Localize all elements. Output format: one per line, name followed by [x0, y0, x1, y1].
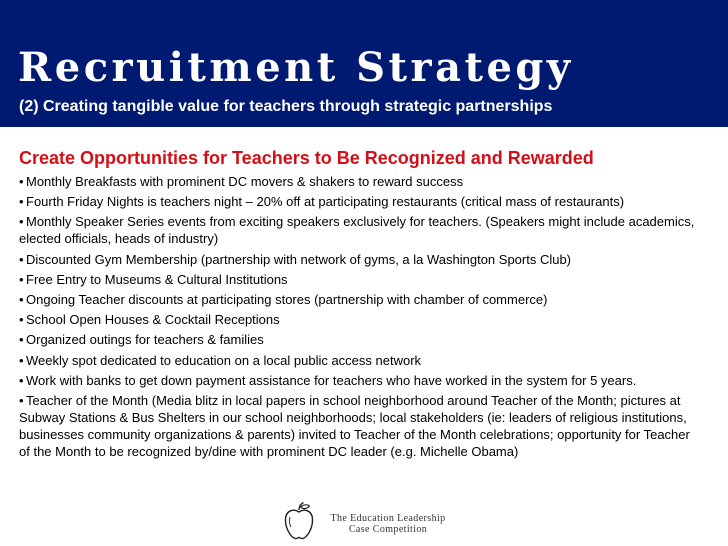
list-item	[19, 372, 699, 389]
list-item-text: School Open Houses & Cocktail Receptions	[26, 312, 280, 328]
bullet-icon: •	[19, 352, 24, 368]
logo-line-2: Case Competition	[348, 524, 428, 535]
bullet-icon: •	[19, 174, 24, 189]
list-item-text: Monthly Breakfasts with prominent DC movers & shakers to reward success	[26, 174, 464, 189]
list-item-text: Teacher of the Month (Media blitz in local papers in school neighborhood around Teacher of the Month; pictures at Subway Stations & Bus Shelters in our school neighborhoods; local stakeholders (ie: leaders of religious institutions, businesses community organizations & parents) invited to Teacher of the Month celebrations; opportunity for Teacher of the Month to be recognized by/dine with prominent DC leader (e.g. Michelle Obama)	[19, 392, 690, 459]
list-item	[19, 213, 699, 247]
list-item-text: Monthly Speaker Series events from exciting speakers exclusively for teachers. (Speakers might include academics, elected officials, heads of industry)	[19, 214, 695, 247]
bullet-icon: •	[19, 214, 24, 230]
logo-line-1: The Education Leadership	[330, 513, 446, 524]
list-item-text: Fourth Friday Nights is teachers night – 20% off at participating restaurants (critical mass of restaurants)	[26, 194, 625, 210]
bullet-icon: •	[19, 291, 24, 307]
list-item-text: Work with banks to get down payment assistance for teachers who have worked in the system for 5 years.	[26, 372, 637, 388]
list-item-text: Organized outings for teachers & families	[26, 332, 264, 348]
logo-text	[318, 513, 458, 535]
title-banner	[0, 0, 728, 127]
list-item	[19, 331, 699, 348]
list-item-text: Ongoing Teacher discounts at participating stores (partnership with chamber of commerce)	[26, 291, 548, 307]
bullet-icon: •	[19, 332, 24, 348]
list-item	[19, 311, 699, 328]
bullet-icon: •	[19, 251, 24, 267]
apple-icon	[282, 501, 316, 541]
bullet-list	[19, 173, 699, 460]
list-item	[19, 173, 699, 190]
list-item	[19, 352, 699, 369]
bullet-icon: •	[19, 392, 24, 408]
bullet-icon: •	[19, 194, 24, 210]
list-item	[19, 271, 699, 288]
bullet-icon: •	[19, 271, 24, 287]
competition-logo	[282, 501, 482, 541]
list-item	[19, 193, 699, 210]
slide-subtitle: (2) Creating tangible value for teachers through strategic partnerships	[19, 98, 553, 115]
list-item	[19, 251, 699, 268]
slide-body	[19, 146, 699, 463]
bullet-icon: •	[19, 312, 24, 328]
slide-title: Recruitment Strategy	[18, 44, 574, 91]
list-item	[19, 291, 699, 308]
list-item	[19, 392, 699, 460]
section-heading: Create Opportunities for Teachers to Be Recognized and Rewarded	[19, 148, 594, 168]
list-item-text: Weekly spot dedicated to education on a local public access network	[26, 352, 422, 368]
list-item-text: Discounted Gym Membership (partnership with network of gyms, a la Washington Sports Club)	[26, 251, 572, 267]
list-item-text: Free Entry to Museums & Cultural Institutions	[26, 271, 288, 287]
bullet-icon: •	[19, 372, 24, 388]
